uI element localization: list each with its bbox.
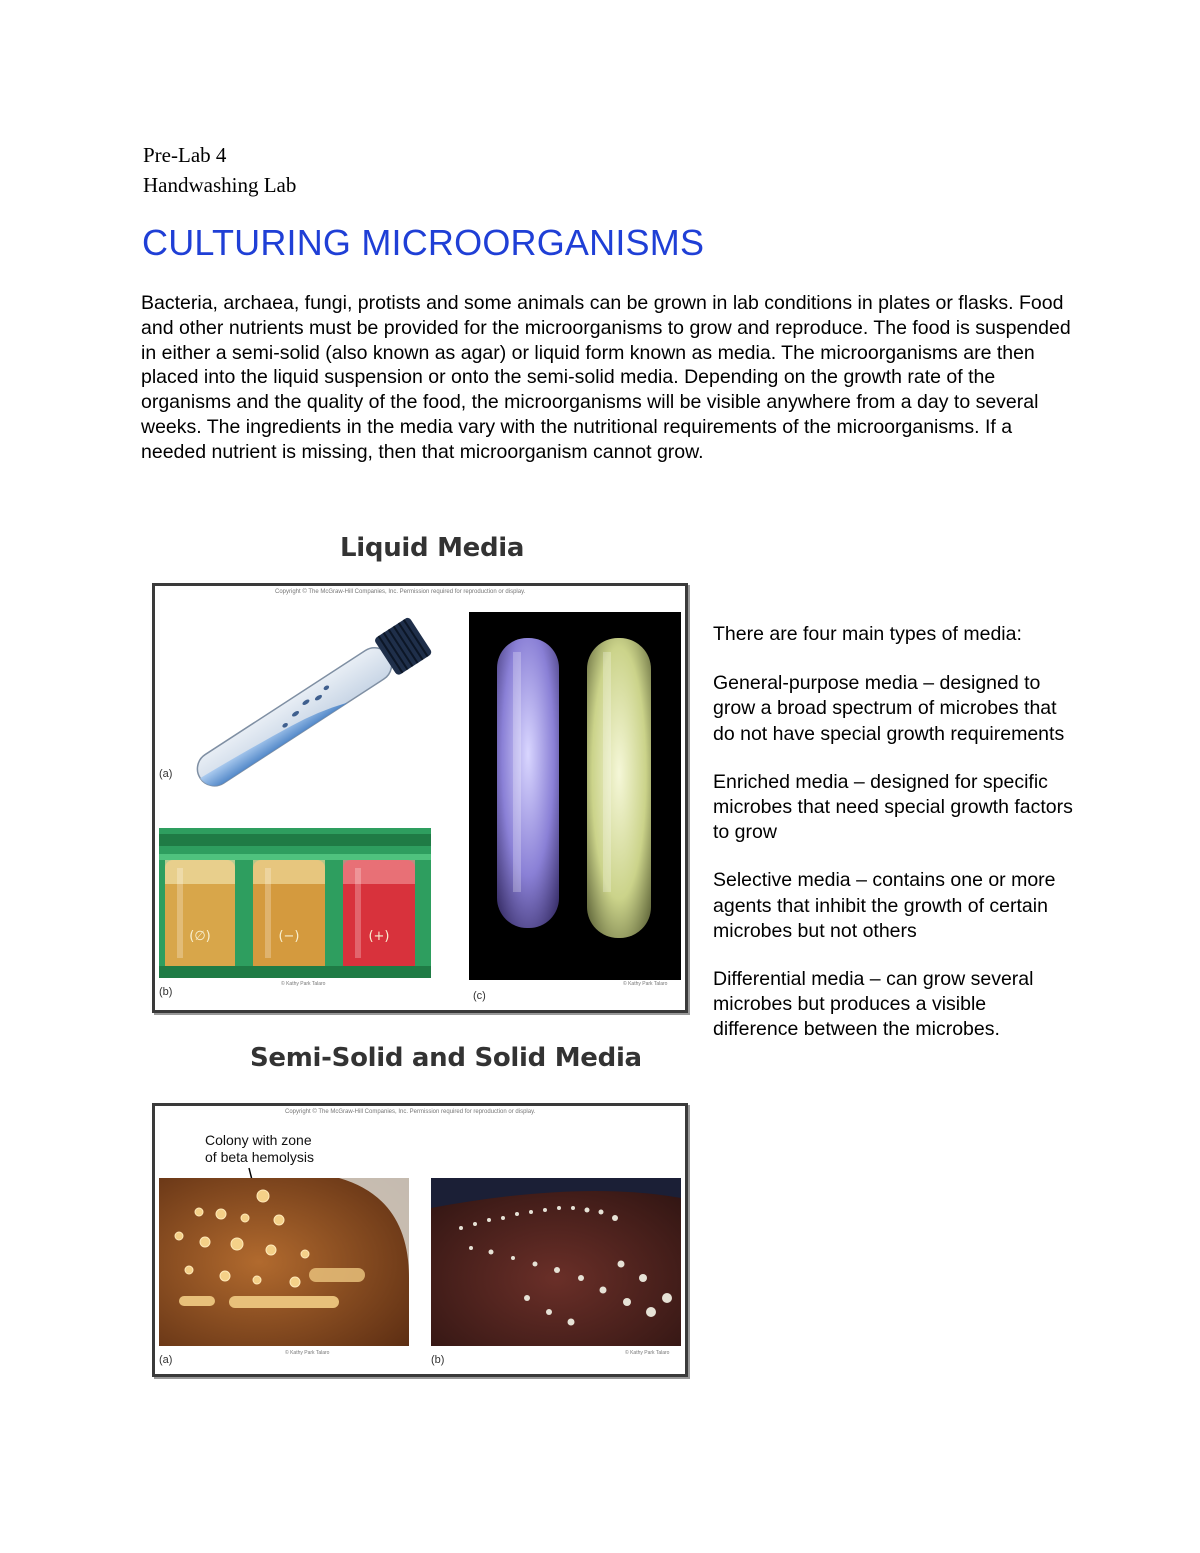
solid-media-figure-title: Semi-Solid and Solid Media: [250, 1043, 642, 1073]
media-type-enriched: Enriched media – designed for specific microbes that need special growth factors to grow: [713, 770, 1073, 844]
panel-label-c: (c): [473, 990, 486, 1002]
page-title: CULTURING MICROORGANISMS: [142, 222, 705, 263]
three-tube-rack-photo: [159, 828, 431, 978]
media-type-general-purpose: General-purpose media – designed to grow a broad spectrum of microbes that do not have special growth requirements: [713, 672, 1065, 745]
doc-header-lab-number: Pre-Lab 4: [143, 143, 227, 167]
photo-credit-a: © Kathy Park Talaro: [285, 1350, 330, 1356]
media-types-lead: There are four main types of media:: [713, 623, 1022, 645]
liquid-media-figure: [152, 583, 688, 1013]
beta-hemolysis-annotation: [205, 1132, 314, 1166]
panel-label-a: (a): [159, 768, 173, 780]
photo-credit-c: © Kathy Park Talaro: [623, 981, 668, 987]
tube-label-negative: (−): [278, 929, 300, 944]
photo-credit-b: © Kathy Park Talaro: [625, 1350, 670, 1356]
slanted-tube-illustration: [155, 600, 455, 820]
intro-paragraph: Bacteria, archaea, fungi, protists and some animals can be grown in lab conditions in plates or flasks. Food and other nutrients must be provided for the microorganisms to grow and reproduce. The food is suspended in either a semi-solid (also known as agar) or liquid form known as media. The microorganisms are then placed into the liquid suspension or onto the semi-solid media. Depending on the growth rate of the organisms and the quality of the food, the microorganisms will be visible anywhere from a day to several weeks. The ingredients in the media vary with the nutritional requirements of the microorganisms. If a needed nutrient is missing, then that microorganism cannot grow.: [141, 292, 1071, 463]
media-types-sidebar: [713, 622, 1073, 1066]
solid-media-figure: [152, 1103, 688, 1377]
figure-copyright: Copyright © The McGraw-Hill Companies, Inc. Permission required for reproduction or display.: [275, 589, 526, 595]
media-type-selective: Selective media – contains one or more agents that inhibit the growth of certain microbes but not others: [713, 869, 1056, 942]
doc-header-lab-name: Handwashing Lab: [143, 173, 297, 197]
tube-label-positive: (+): [368, 929, 390, 944]
two-tube-dark-photo: [469, 612, 681, 980]
photo-credit-b: © Kathy Park Talaro: [281, 981, 326, 987]
streak-plate-photo: [431, 1178, 681, 1346]
liquid-media-figure-title: Liquid Media: [340, 533, 525, 563]
panel-label-b: (b): [431, 1354, 445, 1366]
annotation-line-1: Colony with zone: [205, 1132, 312, 1148]
tube-label-null: (∅): [189, 929, 211, 944]
annotation-line-2: of beta hemolysis: [205, 1149, 314, 1165]
panel-label-b: (b): [159, 986, 173, 998]
media-type-differential: Differential media – can grow several microbes but produces a visible difference between the microbes.: [713, 968, 1034, 1041]
blood-agar-plate-photo: [159, 1178, 409, 1346]
figure-copyright: Copyright © The McGraw-Hill Companies, Inc. Permission required for reproduction or display.: [285, 1109, 536, 1115]
panel-label-a: (a): [159, 1354, 173, 1366]
